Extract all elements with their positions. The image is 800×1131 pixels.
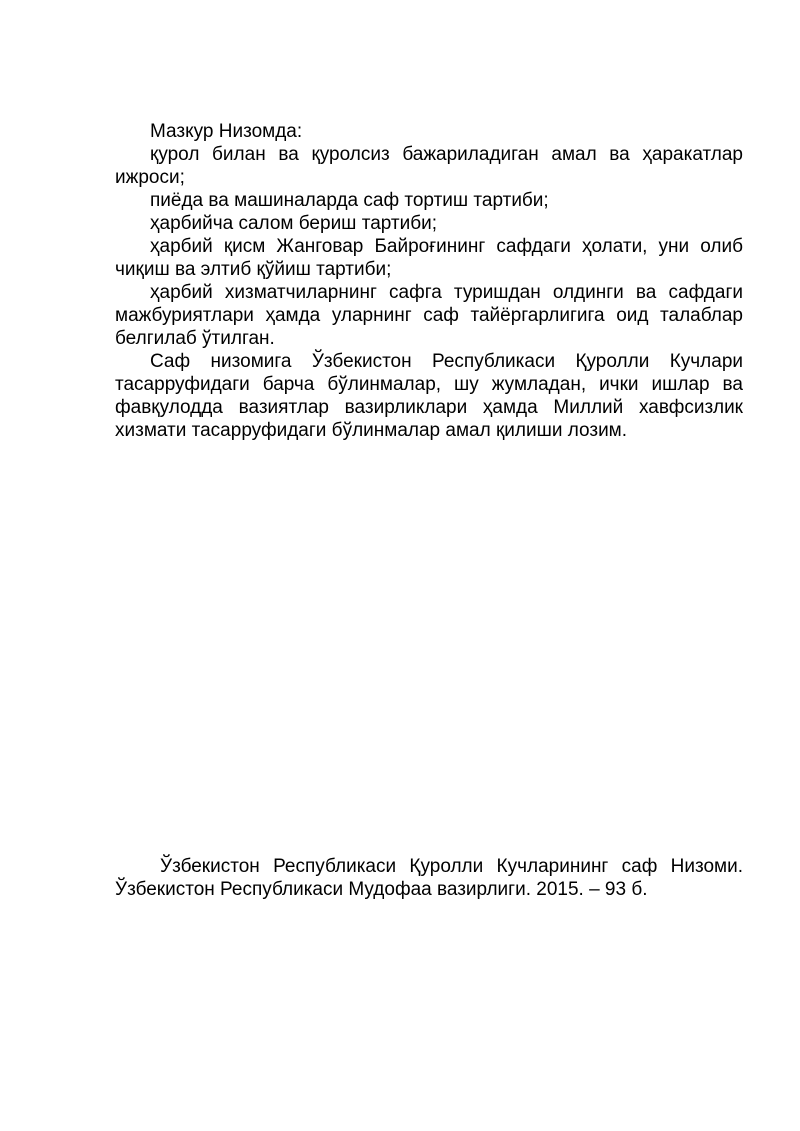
paragraph-item-weapons: қурол билан ва қуролсиз бажариладиган амал ва ҳаракатлар ижроси; (115, 144, 743, 188)
main-text (115, 120, 743, 442)
paragraph-scope: Саф низомига Ўзбекистон Республикаси Қуролли Кучлари тасарруфидаги барча бўлинмалар, шу жумладан, ички ишлар ва фавқулодда вазиятлар вазирликлари ҳамда Миллий хавфсизлик хизмати тасарруфидаги бўлинмалар амал қилиши лозим. (115, 351, 743, 441)
paragraph-intro: Мазкур Низомда: (150, 121, 303, 142)
paragraph-item-formation: пиёда ва машиналарда саф тортиш тартиби; (150, 190, 549, 211)
paragraph-item-duties: ҳарбий хизматчиларнинг сафга туришдан олдинги ва сафдаги мажбуриятлари ҳамда уларнинг саф тайёргарлигига оид талаблар белгилаб ўтилган. (115, 282, 743, 349)
citation-block (115, 855, 743, 901)
paragraph-item-banner: ҳарбий қисм Жанговар Байроғининг сафдаги ҳолати, уни олиб чиқиш ва элтиб қўйиш тартиби; (115, 236, 743, 280)
paragraph-item-salute: ҳарбийча салом бериш тартиби; (150, 213, 437, 234)
citation-text: Ўзбекистон Республикаси Қуролли Кучларининг саф Низоми. Ўзбекистон Республикаси Мудофаа вазирлиги. 2015. – 93 б. (115, 856, 743, 900)
